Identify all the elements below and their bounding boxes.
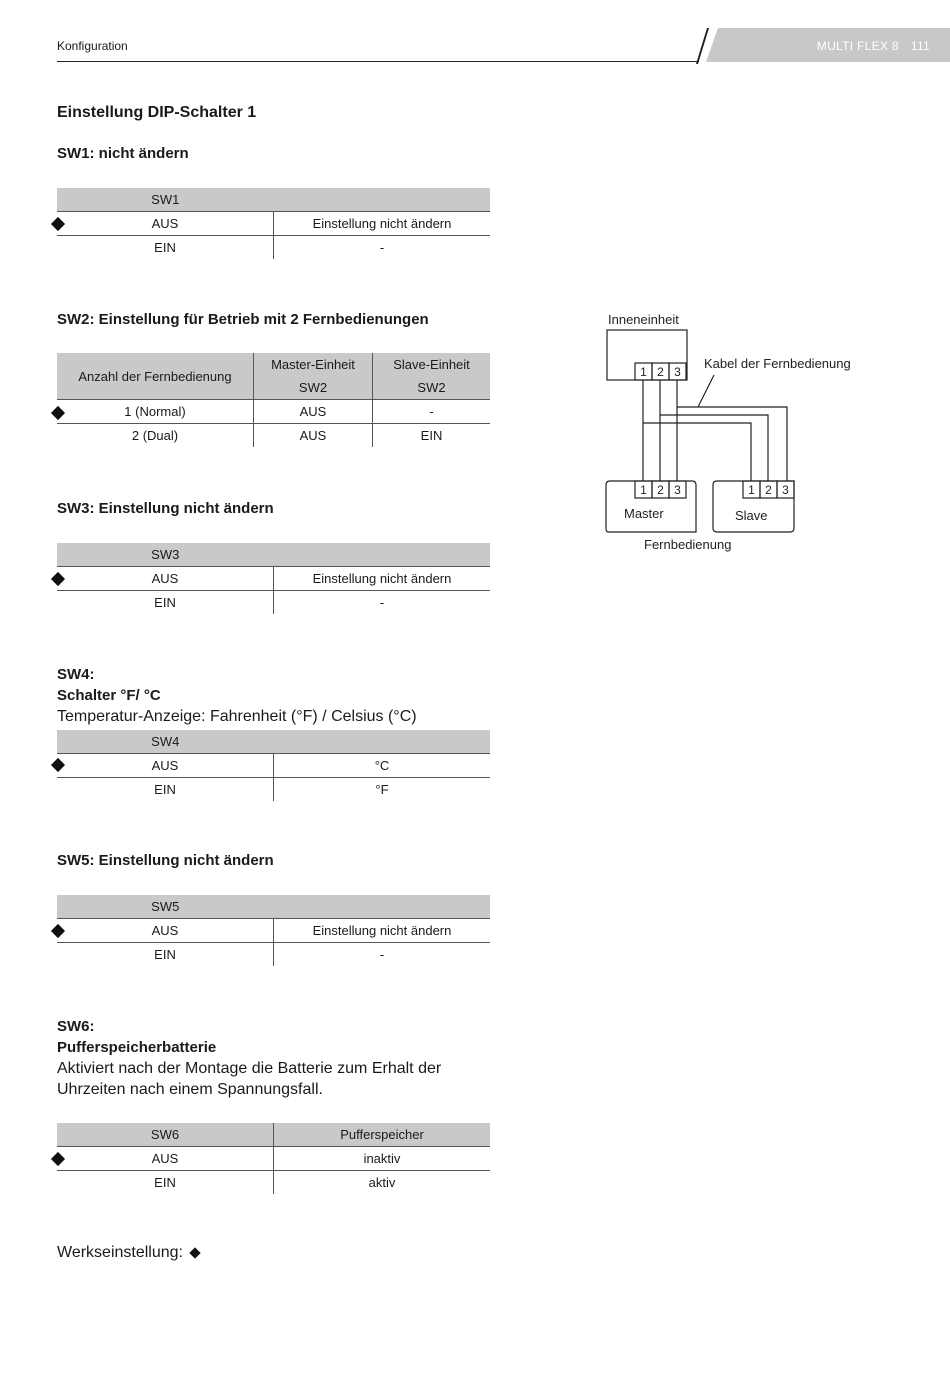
header-rule [57,61,699,62]
terminal-label: 3 [674,365,681,379]
factory-setting-legend [57,1244,199,1262]
sw4-heading-label: SW4: [57,666,95,683]
terminal-label: 3 [782,483,789,497]
sw4-description: Temperatur-Anzeige: Fahrenheit (°F) / Celsius (°C) [57,708,417,725]
table-row: 1 (Normal) AUS - [57,400,490,424]
table-row: AUS Einstellung nicht ändern [57,567,490,591]
header-slash [696,28,709,64]
table-row: EIN °F [57,778,490,802]
sw1-col-header: SW1 [57,188,274,212]
table-row: AUS °C [57,754,490,778]
diamond-icon [189,1247,200,1258]
sw3-heading: SW3: Einstellung nicht ändern [57,500,274,517]
table-row: 2 (Dual) AUS EIN [57,424,490,448]
sw6-heading: Pufferspeicherbatterie [57,1039,217,1056]
indoor-unit-label: Inneneinheit [608,312,679,327]
table-row: AUS inaktiv [57,1147,490,1171]
terminal-label: 2 [657,483,664,497]
table-row: EIN aktiv [57,1171,490,1195]
sw6-table: SW6 Pufferspeicher AUS inaktiv EIN aktiv [57,1123,490,1194]
table-row: AUS Einstellung nicht ändern [57,212,490,236]
terminal-label: 3 [674,483,681,497]
sw5-table: SW5 AUS Einstellung nicht ändern EIN - [57,895,490,966]
remote-label: Fernbedienung [644,537,732,552]
sw4-table: SW4 AUS °C EIN °F [57,730,490,801]
terminal-label: 1 [640,483,647,497]
terminal-label: 1 [640,365,647,379]
sw3-table: SW3 AUS Einstellung nicht ändern EIN - [57,543,490,614]
terminal-label: 2 [657,365,664,379]
sw2-heading: SW2: Einstellung für Betrieb mit 2 Fernbedienungen [57,311,429,328]
table-row: EIN - [57,591,490,615]
sw6-description-line1: Aktiviert nach der Montage die Batterie zum Erhalt der [57,1060,442,1077]
terminal-label: 2 [765,483,772,497]
header-product [811,39,930,53]
factory-setting-label: Werkseinstellung: [57,1244,183,1261]
sw6-description-line2: Uhrzeiten nach einem Spannungsfall. [57,1081,323,1098]
page-title: Einstellung DIP-Schalter 1 [57,104,257,121]
table-row: EIN - [57,943,490,967]
slave-label: Slave [735,508,768,523]
master-label: Master [624,506,664,521]
header-section: Konfiguration [57,39,128,53]
cable-label: Kabel der Fernbedienung [704,356,851,371]
sw1-table [57,188,490,259]
table-row: AUS Einstellung nicht ändern [57,919,490,943]
page-number: 111 [910,39,930,53]
table-row: EIN - [57,236,490,260]
wiring-diagram [598,305,868,565]
sw4-heading: Schalter °F/ °C [57,687,161,704]
sw1-heading: SW1: nicht ändern [57,145,189,162]
sw5-heading: SW5: Einstellung nicht ändern [57,852,274,869]
sw6-heading-label: SW6: [57,1018,95,1035]
terminal-label: 1 [748,483,755,497]
header-product-name: MULTI FLEX 8 [816,39,899,53]
sw2-table: Anzahl der Fernbedienung Master-Einheit Slave-Einheit SW2 SW2 1 (Normal) AUS - 2 (Dual) AUS EIN [57,353,490,447]
